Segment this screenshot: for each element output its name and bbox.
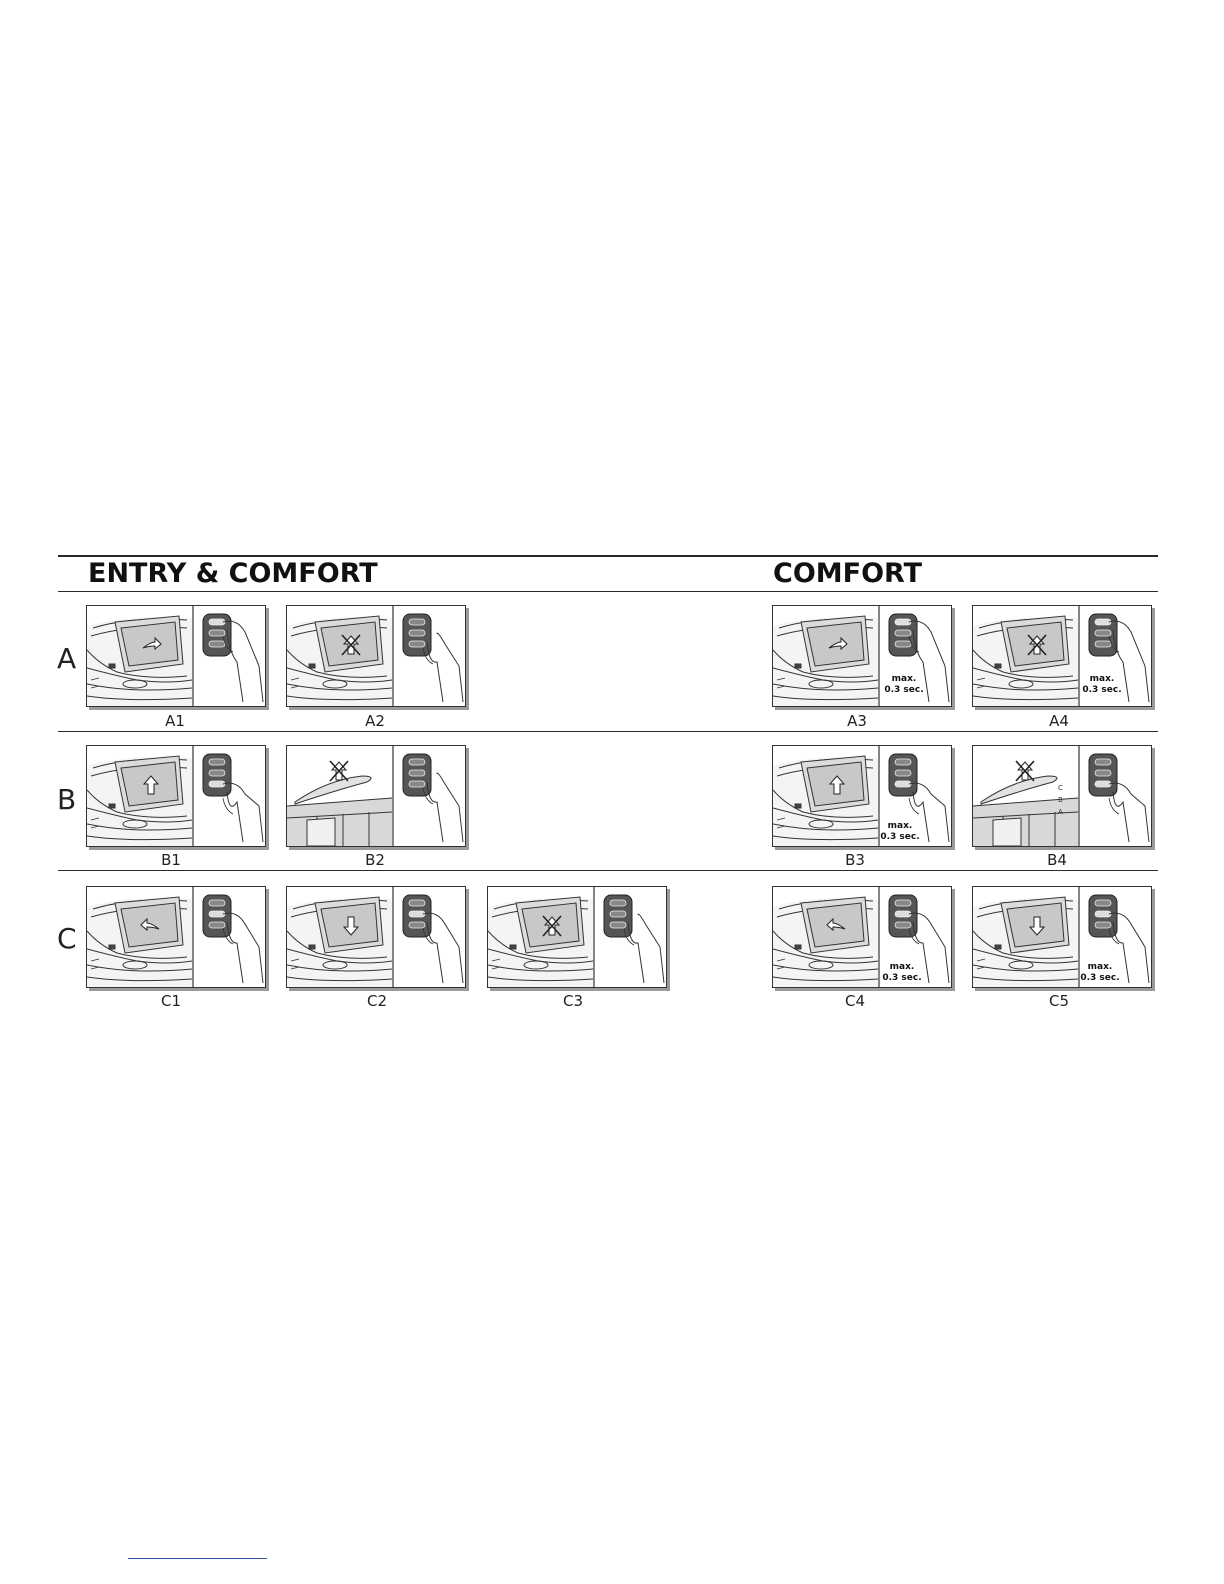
panel-illustration (287, 887, 465, 987)
caption-a2: A2 (365, 712, 385, 730)
header-rule (58, 591, 1158, 592)
row-divider-ab (58, 731, 1158, 732)
duration-note-c4: max. 0.3 sec. (882, 962, 922, 983)
remote-control-hand-icon (1089, 754, 1149, 842)
caption-c2: C2 (366, 992, 388, 1010)
row-label-c: C (57, 922, 77, 955)
panel-b2 (286, 745, 466, 847)
sunroof-interior-illustration (488, 897, 593, 987)
remote-control-hand-icon (604, 895, 664, 983)
remote-control-hand-icon (203, 614, 263, 702)
duration-note-c5: max. 0.3 sec. (1080, 962, 1120, 983)
position-label-b: B (1058, 796, 1063, 804)
panel-b3 (772, 745, 952, 847)
remote-control-hand-icon (403, 614, 463, 702)
panel-c3 (487, 886, 667, 988)
sunroof-interior-illustration (973, 897, 1078, 987)
caption-b3: B3 (845, 851, 865, 869)
position-label-a: A (1058, 808, 1063, 816)
duration-note-a3: max. 0.3 sec. (884, 674, 924, 695)
panel-c2 (286, 886, 466, 988)
panel-illustration (973, 887, 1151, 987)
caption-c1: C1 (160, 992, 182, 1010)
caption-c3: C3 (562, 992, 584, 1010)
row-divider-bc (58, 870, 1158, 871)
panel-illustration (87, 746, 265, 846)
panel-illustration (287, 606, 465, 706)
panel-illustration (773, 746, 951, 846)
panel-a1 (86, 605, 266, 707)
sunroof-interior-illustration (773, 616, 878, 706)
caption-b1: B1 (161, 851, 181, 869)
remote-control-hand-icon (403, 895, 463, 983)
duration-note-b3: max. 0.3 sec. (880, 821, 920, 842)
row-label-b: B (57, 783, 77, 816)
sunroof-interior-illustration (87, 616, 192, 706)
caption-a3: A3 (847, 712, 867, 730)
sunroof-interior-illustration (87, 897, 192, 987)
panel-a2 (286, 605, 466, 707)
sunroof-interior-illustration (287, 897, 392, 987)
caption-b4: B4 (1047, 851, 1067, 869)
panel-illustration (87, 887, 265, 987)
caption-a4: A4 (1049, 712, 1069, 730)
row-label-a: A (57, 642, 77, 675)
cross-out-icon (1016, 761, 1034, 781)
caption-c5: C5 (1048, 992, 1070, 1010)
sunroof-interior-illustration (973, 616, 1078, 706)
caption-c4: C4 (844, 992, 866, 1010)
heading-entry-comfort: ENTRY & COMFORT (88, 558, 378, 589)
sunroof-interior-illustration (773, 897, 878, 987)
panel-b1 (86, 745, 266, 847)
panel-c5 (972, 886, 1152, 988)
heading-comfort: COMFORT (773, 558, 923, 589)
cross-out-icon (330, 761, 348, 781)
caption-b2: B2 (365, 851, 385, 869)
remote-control-hand-icon (403, 754, 463, 842)
duration-note-a4: max. 0.3 sec. (1082, 674, 1122, 695)
footer-link-underline (128, 1558, 267, 1559)
sunroof-interior-illustration (287, 616, 392, 706)
sunroof-interior-illustration (773, 756, 878, 846)
roof-side-view-illustration (287, 776, 392, 846)
top-rule (58, 555, 1158, 557)
panel-illustration (287, 746, 465, 846)
remote-control-hand-icon (203, 754, 263, 842)
panel-c1 (86, 886, 266, 988)
panel-illustration (87, 606, 265, 706)
sunroof-interior-illustration (87, 756, 192, 846)
panel-illustration (488, 887, 666, 987)
position-label-c: C (1058, 784, 1063, 792)
remote-control-hand-icon (203, 895, 263, 983)
caption-a1: A1 (165, 712, 185, 730)
